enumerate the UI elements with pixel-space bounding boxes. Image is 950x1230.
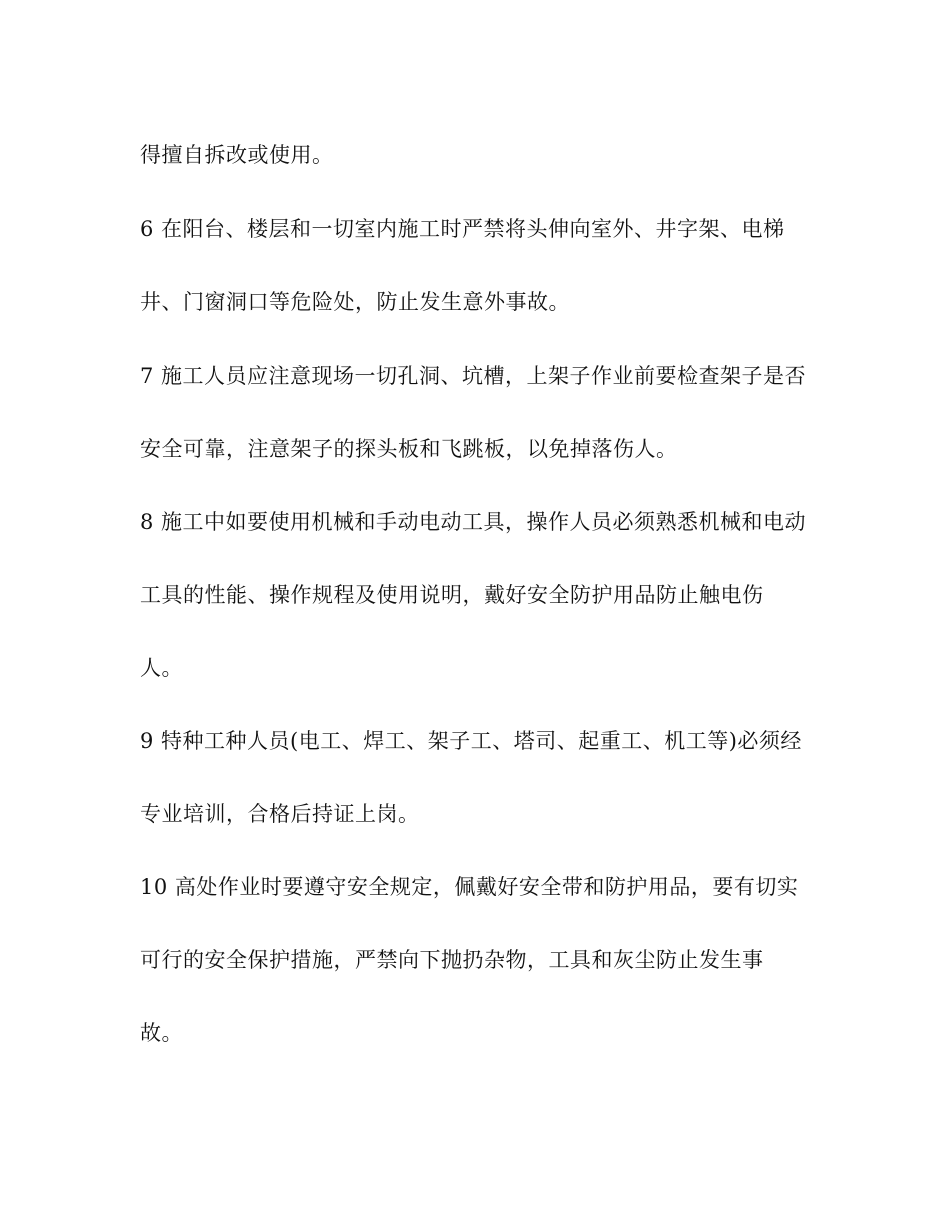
text-line-1: 得擅自拆改或使用。 [140,143,334,167]
text-line-10: 专业培训，合格后持证上岗。 [140,802,420,826]
text-line-5: 安全可靠，注意架子的探头板和飞跳板，以免掉落伤人。 [140,437,678,461]
text-line-3: 井、门窗洞口等危险处，防止发生意外事故。 [140,290,570,314]
text-line-11: 10 高处作业时要遵守安全规定，佩戴好安全带和防护用品，要有切实 [140,875,799,899]
text-line-7: 工具的性能、操作规程及使用说明，戴好安全防护用品防止触电伤 [140,583,764,607]
text-line-8: 人。 [140,656,183,680]
text-line-12: 可行的安全保护措施，严禁向下抛扔杂物，工具和灰尘防止发生事 [140,948,764,972]
text-line-4: 7 施工人员应注意现场一切孔洞、坑槽，上架子作业前要检查架子是否 [140,364,807,388]
text-line-9: 9 特种工种人员(电工、焊工、架子工、塔司、起重工、机工等)必须经 [140,729,802,753]
text-line-2: 6 在阳台、楼层和一切室内施工时严禁将头伸向室外、井字架、电梯 [140,217,785,241]
text-line-13: 故。 [140,1021,183,1045]
text-line-6: 8 施工中如要使用机械和手动电动工具，操作人员必须熟悉机械和电动 [140,510,807,534]
